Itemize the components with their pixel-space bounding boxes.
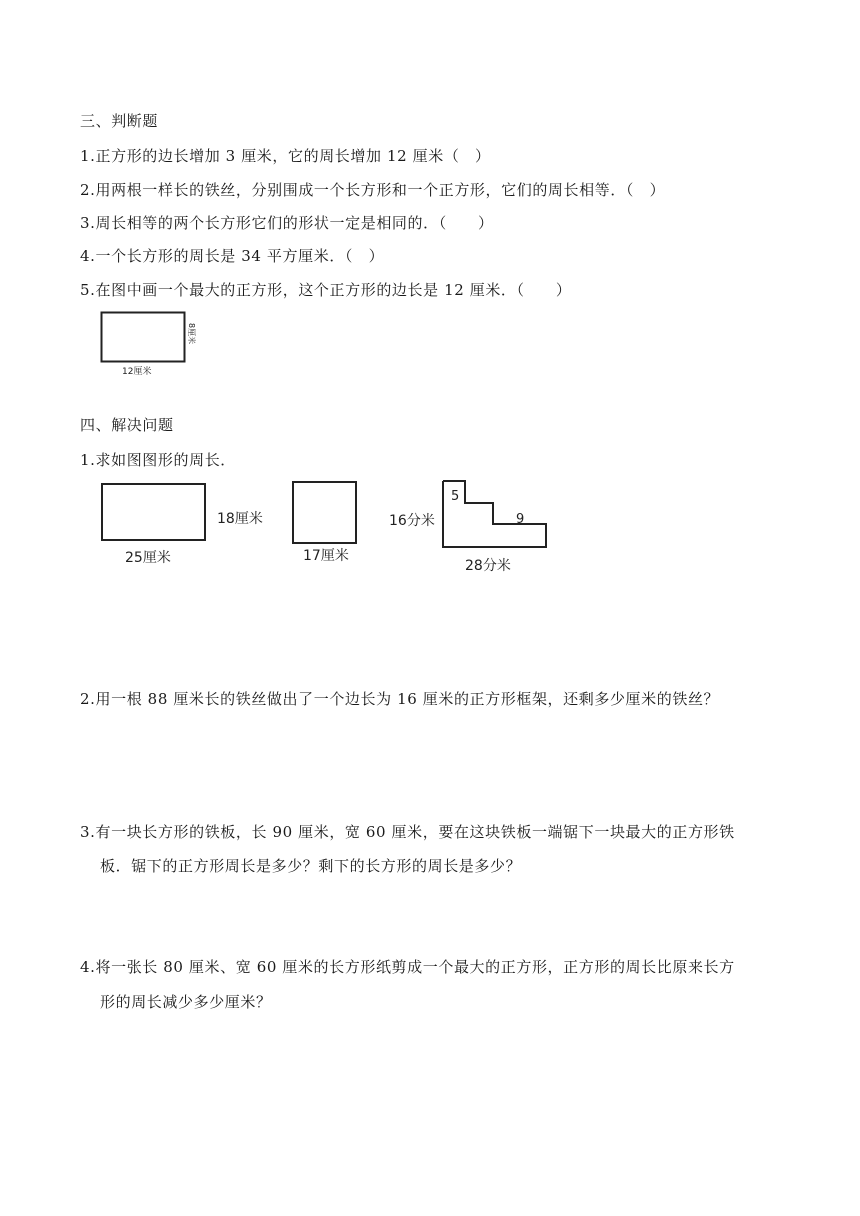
rect-25x18-outline <box>102 484 205 540</box>
square-17-outline <box>293 482 356 543</box>
staircase-label-5: 5 <box>451 489 460 504</box>
problem-4-line-2: 形的周长减少多少厘米？ <box>100 993 272 1011</box>
rectangle-bottom-label: 12厘米 <box>122 367 152 377</box>
problem-1-figures <box>95 478 565 578</box>
staircase-bottom-label: 28分米 <box>465 558 511 574</box>
judge-item-4: 4.一个长方形的周长是 34 平方厘米．（ ） <box>80 247 385 265</box>
square-bottom-label: 17厘米 <box>303 548 349 564</box>
rectangle-side-label: 8厘米 <box>187 323 196 345</box>
rectangle-figure-judge-5 <box>100 311 210 381</box>
rectangle-outline <box>102 313 185 362</box>
judge-item-5: 5.在图中画一个最大的正方形，这个正方形的边长是 12 厘米．（ ） <box>80 281 572 299</box>
rect-bottom-label: 25厘米 <box>125 550 171 566</box>
staircase-label-9: 9 <box>516 512 525 527</box>
staircase-left-label: 16分米 <box>389 513 435 529</box>
judge-item-2: 2.用两根一样长的铁丝，分别围成一个长方形和一个正方形，它们的周长相等．（ ） <box>80 181 666 199</box>
problem-3-line-1: 3.有一块长方形的铁板，长 90 厘米，宽 60 厘米，要在这块铁板一端锯下一块最大的正方形铁 <box>80 823 735 841</box>
problem-2-text: 2.用一根 88 厘米长的铁丝做出了一个边长为 16 厘米的正方形框架，还剩多少厘米的铁丝？ <box>80 690 720 708</box>
section-4-heading: 四、解决问题 <box>80 416 174 434</box>
problem-3-line-2: 板．锯下的正方形周长是多少？剩下的长方形的周长是多少？ <box>100 857 522 875</box>
judge-item-1: 1.正方形的边长增加 3 厘米，它的周长增加 12 厘米（ ） <box>80 147 491 165</box>
problem-4-line-1: 4.将一张长 80 厘米、宽 60 厘米的长方形纸剪成一个最大的正方形，正方形的周长比原来长方 <box>80 958 735 976</box>
section-3-heading: 三、判断题 <box>80 112 159 130</box>
judge-item-3: 3.周长相等的两个长方形它们的形状一定是相同的．（ ） <box>80 214 494 232</box>
rect-side-label: 18厘米 <box>217 511 263 527</box>
problem-1-text: 1.求如图图形的周长． <box>80 451 236 469</box>
